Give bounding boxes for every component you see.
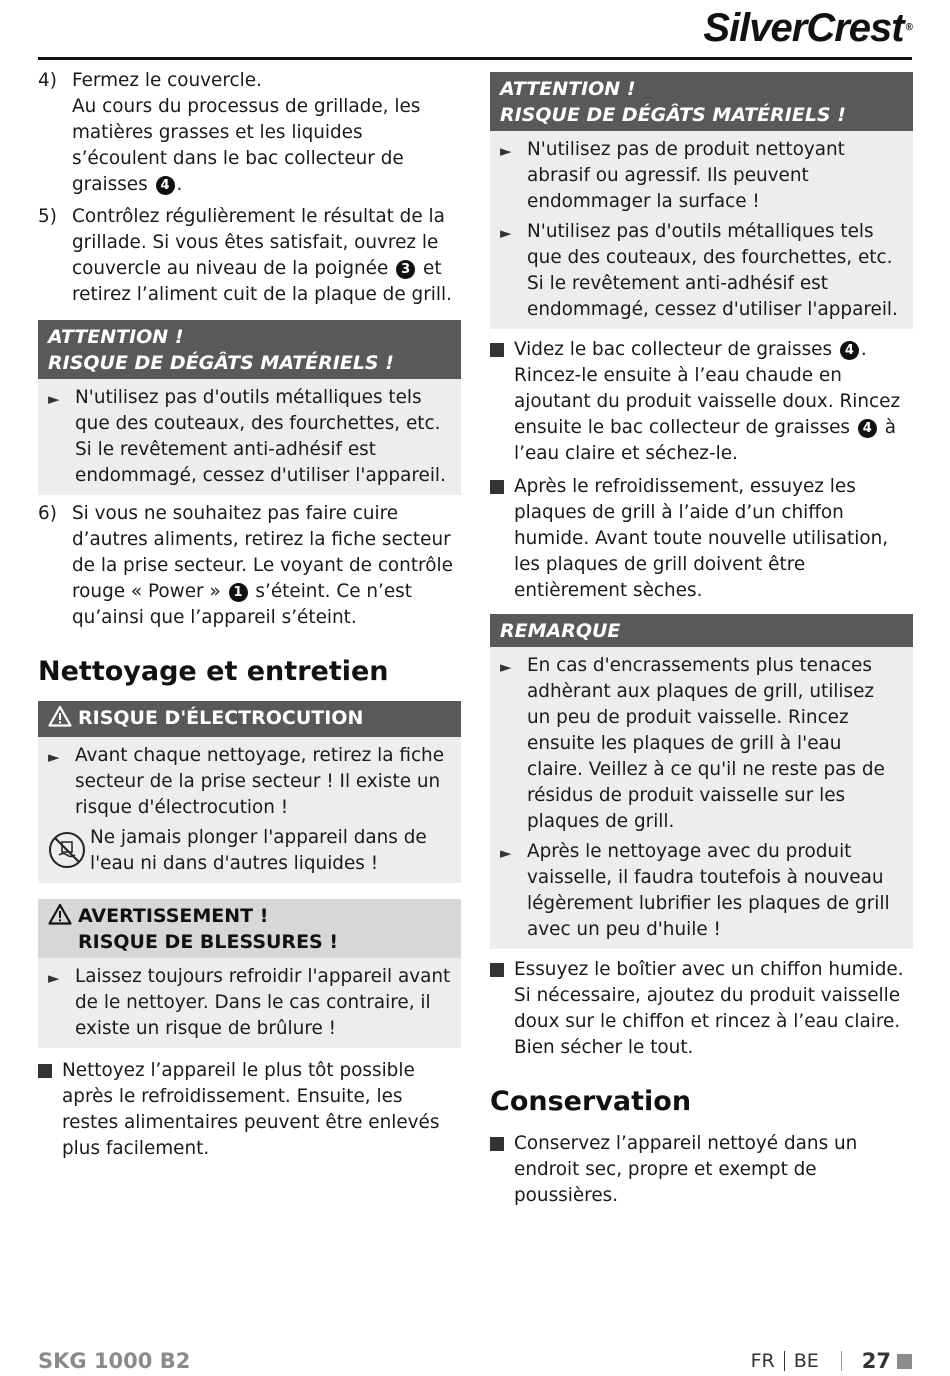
header-rule: [38, 57, 912, 60]
arrow-icon: ►: [48, 390, 60, 408]
warning-header: AVERTISSEMENT ! RISQUE DE BLESSURES !: [38, 899, 461, 958]
section-title-cleaning: Nettoyage et entretien: [38, 656, 389, 687]
warning-header: RISQUE D'ÉLECTROCUTION: [38, 701, 461, 737]
model-number: SKG 1000 B2: [38, 1349, 191, 1373]
part-ref-4: 4: [858, 419, 877, 438]
country-code: BE: [793, 1350, 819, 1372]
square-bullet-icon: [490, 957, 514, 1061]
list-item: Conservez l’appareil nettoyé dans un endroit sec, propre et exempt de poussières.: [490, 1131, 913, 1209]
warning-triangle-icon: [48, 705, 72, 734]
list-item: Nettoyez l’appareil le plus tôt possible après le refroidissement. Ensuite, les restes alimentaires peuvent être enlevés plus facilement.: [38, 1058, 461, 1162]
page-marker-icon: [897, 1354, 912, 1369]
list-item: Après le refroidissement, essuyez les plaques de grill à l’aide d’un chiffon humide. Avant toute nouvelle utilisation, les plaques de grill doivent être entièrement sèches.: [490, 474, 913, 604]
part-ref-4: 4: [156, 176, 175, 195]
arrow-icon: ►: [48, 969, 60, 987]
warning-electrocution: [38, 701, 461, 883]
part-ref-4: 4: [840, 341, 859, 360]
step-4-text: Au cours du processus de grillade, les matières grasses et les liquides s’écoulent dans le bac collecteur de graisses: [72, 96, 421, 195]
list-item: ► En cas d'encrassements plus tenaces adhèrant aux plaques de grill, utilisez un peu de produit vaisselle. Rincez ensuite les plaques de grill à l'eau claire. Veillez à ce qu'il ne reste pas de résidus de produit vaisselle sur les plaques de grill.: [500, 653, 903, 835]
step-4: 4) Fermez le couvercle. Au cours du processus de grillade, les matières grasses et les liquides s’écoulent dans le bac collecteur de graisses 4 .: [38, 68, 461, 198]
arrow-icon: ►: [500, 658, 512, 676]
part-ref-1: 1: [229, 583, 248, 602]
page-footer: [751, 1346, 912, 1376]
no-immersion-notice: Ne jamais plonger l'appareil dans de l'eau ni dans d'autres liquides !: [48, 825, 451, 877]
list-item: ► N'utilisez pas de produit nettoyant abrasif ou agressif. Ils peuvent endommager la surface !: [500, 137, 903, 215]
warning-triangle-icon: [48, 903, 72, 955]
arrow-icon: ►: [500, 142, 512, 160]
square-bullet-icon: [38, 1058, 62, 1162]
list-item: ► N'utilisez pas d'outils métalliques tels que des couteaux, des fourchettes, etc. Si le revêtement anti-adhésif est endommagé, cessez d'utiliser l'appareil.: [500, 219, 903, 323]
square-bullet-icon: [490, 474, 514, 604]
right-column: [490, 72, 913, 1216]
part-ref-3: 3: [396, 260, 415, 279]
note-box: [490, 614, 913, 949]
warning-header: ATTENTION ! RISQUE DE DÉGÂTS MATÉRIELS !: [490, 72, 913, 131]
warning-material-damage: [490, 72, 913, 329]
warning-material-damage: [38, 320, 461, 495]
arrow-icon: ►: [500, 844, 512, 862]
brand-logo: SilverCrest ®: [703, 6, 912, 50]
list-item: ► Laissez toujours refroidir l'appareil avant de le nettoyer. Dans le cas contraire, il existe un risque de brûlure !: [48, 964, 451, 1042]
list-item: ► Après le nettoyage avec du produit vaisselle, il faudra toutefois à nouveau légèrement lubrifier les plaques de grill avec un peu d'huile !: [500, 839, 903, 943]
square-bullet-icon: [490, 1131, 514, 1209]
list-item: ► Avant chaque nettoyage, retirez la fiche secteur de la prise secteur ! Il existe un risque d'électrocution !: [48, 743, 451, 821]
arrow-icon: ►: [500, 224, 512, 242]
left-column: [38, 68, 461, 1169]
list-item: Videz le bac collecteur de graisses 4 . Rincez-le ensuite à l’eau chaude en ajoutant du produit vaisselle doux. Rincez ensuite le bac collecteur de graisses 4 à l’eau claire et séchez-le.: [490, 337, 913, 467]
step-6: 6) Si vous ne souhaitez pas faire cuire d’autres aliments, retirez la fiche secteur de la prise secteur. Le voyant de contrôle rouge « Power » 1 s’éteint. Ce n’est qu’ainsi que l’appareil s’éteint.: [38, 503, 453, 628]
step-5: 5) Contrôlez régulièrement le résultat de la grillade. Si vous êtes satisfait, ouvrez le couvercle au niveau de la poignée 3 et retirez l’aliment cuit de la plaque de grill.: [38, 206, 452, 305]
note-header: REMARQUE: [490, 614, 913, 647]
list-item: Essuyez le boîtier avec un chiffon humide. Si nécessaire, ajoutez du produit vaisselle doux sur le chiffon et rincez à l’eau claire. Bien sécher le tout.: [490, 957, 913, 1061]
step-4-title: Fermez le couvercle.: [72, 70, 262, 91]
warning-injury: [38, 899, 461, 1048]
no-immersion-icon: [48, 825, 90, 877]
arrow-icon: ►: [48, 748, 60, 766]
language-code: FR: [750, 1350, 775, 1372]
list-item: ► N'utilisez pas d'outils métalliques tels que des couteaux, des fourchettes, etc. Si le revêtement anti-adhésif est endommagé, cessez d'utiliser l'appareil.: [48, 385, 451, 489]
page-number: 27: [861, 1349, 891, 1373]
square-bullet-icon: [490, 337, 514, 467]
step-6-text: Si vous ne souhaitez pas faire cuire d’autres aliments, retirez la fiche secteur de la prise secteur. Le voyant de contrôle rouge « Power »: [72, 503, 453, 602]
section-title-storage: Conservation: [490, 1086, 692, 1117]
step-5-text: Contrôlez régulièrement le résultat de la grillade. Si vous êtes satisfait, ouvrez le couvercle au niveau de la poignée: [72, 206, 445, 279]
warning-header: ATTENTION ! RISQUE DE DÉGÂTS MATÉRIELS !: [38, 320, 461, 379]
